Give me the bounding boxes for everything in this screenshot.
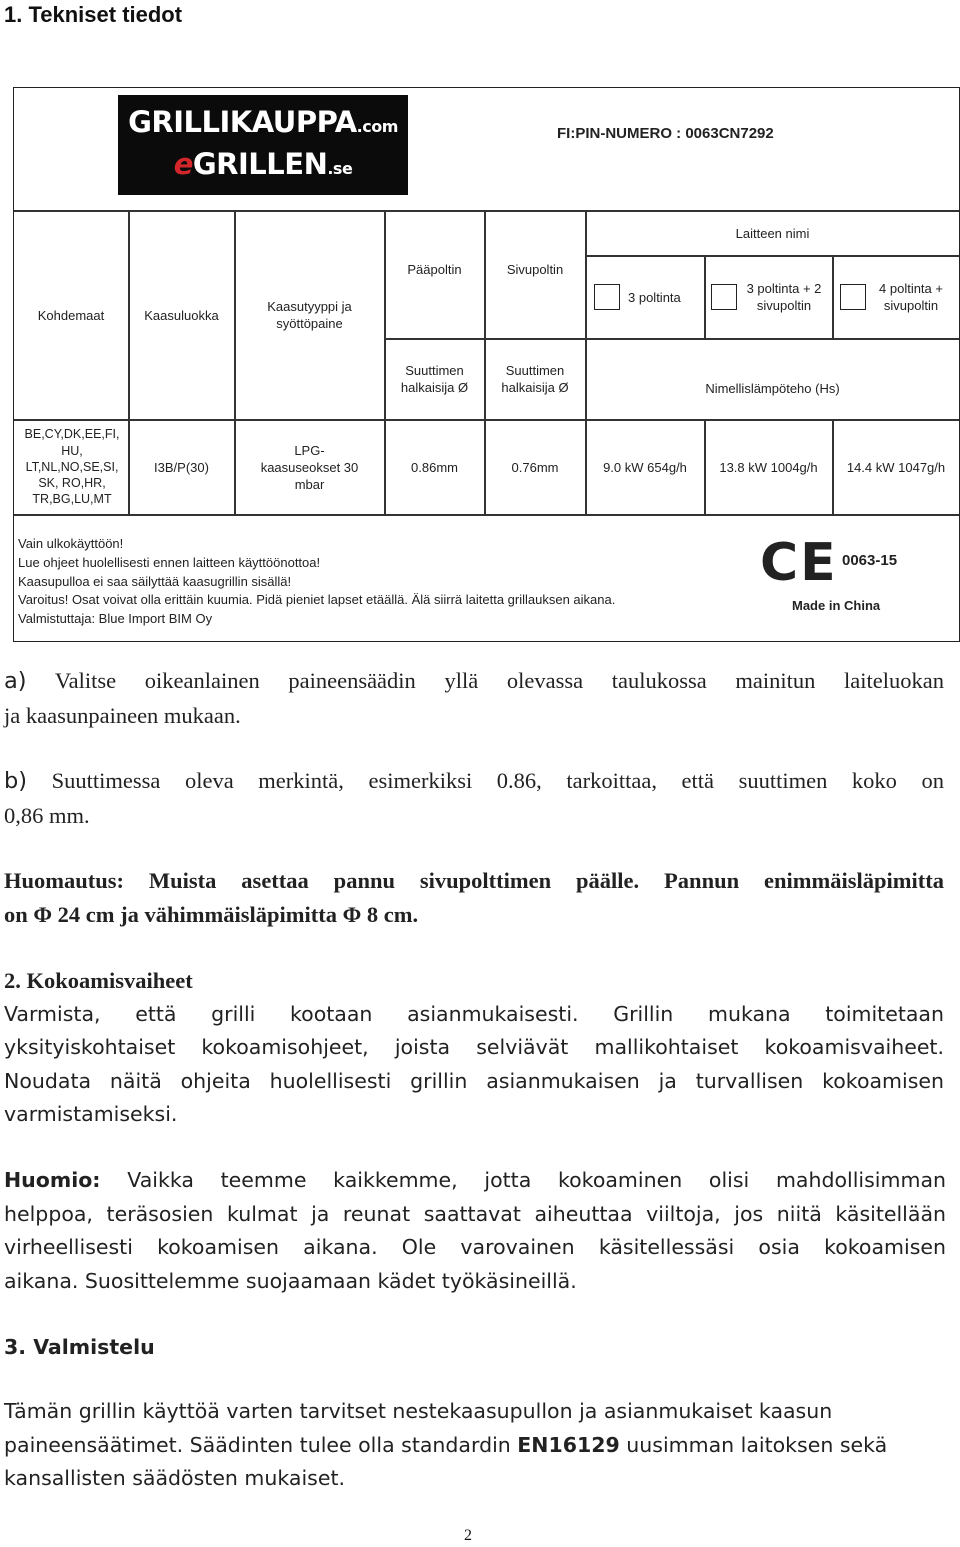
header-laitteen-nimi: Laitteen nimi [735, 225, 810, 241]
value-kaasuluokka: I3B/P(30) [154, 459, 209, 475]
section-3-heading-block [4, 1331, 946, 1365]
section-1-heading: 1. Tekniset tiedot [4, 2, 183, 27]
made-in-label: Made in China [792, 598, 881, 613]
huomautus-line1: Huomautus: Muista asettaa pannu sivupolttimen päälle. Pannun enimmäisläpimitta [4, 868, 944, 893]
section-3-heading: 3. Valmistelu [4, 1335, 155, 1359]
header-paapoltin: Pääpoltin [407, 262, 462, 277]
paragraph-b-line1: Suuttimessa oleva merkintä, esimerkiksi 0.86, tarkoittaa, että suuttimen koko on [51, 768, 944, 793]
section-3-line2-post: uusimman laitoksen sekä [619, 1432, 888, 1457]
checkbox-4-poltinta-sivupoltin[interactable] [840, 284, 866, 310]
section-2 [4, 964, 944, 1132]
section-2-line: yksityiskohtaiset kokoamisohjeet, joista selviävät mallikohtaiset kokoamisvaiheet. [4, 1035, 944, 1059]
value-kohdemaat: BE,CY,DK,EE,FI, HU, LT,NL,NO,SE,SI, SK, RO,HR, TR,BG,LU,MT [24, 427, 120, 507]
checkbox-3-poltinta[interactable] [594, 284, 620, 310]
option-3-poltinta-label: 3 poltinta [628, 289, 681, 305]
logo-line1: GRILLIKAUPPA [128, 105, 357, 139]
plate-note: Lue ohjeet huolellisesti ennen laitteen käyttöönottoa! [18, 554, 321, 570]
huomio-line: helppoa, teräsosien kulmat ja reunat saattavat aiheuttaa viiltoja, jos niitä käsitellään [4, 1201, 946, 1226]
huomio-line1: Vaikka teemme kaikkemme, jotta kokoaminen olisi mahdollisimman [127, 1168, 946, 1192]
paragraph-b-label: b) [4, 768, 28, 794]
option-3-poltinta-2-sivupoltin [705, 256, 832, 338]
section-2-line: varmistamiseksi. [4, 1102, 178, 1126]
value-paapoltin: 0.86mm [411, 459, 458, 475]
header-sivupoltin: Sivupoltin [506, 262, 564, 277]
plate-note: Valmistuttaja: Blue Import BIM Oy [18, 611, 213, 627]
logo-line2-e: e [173, 147, 193, 181]
value-kaasutyyppi: LPG-kaasuseokset 30 mbar [260, 442, 359, 492]
huomio-note [4, 1164, 946, 1298]
ce-mark: CE [760, 533, 838, 593]
huomio-line: aikana. Suosittelemme suojaamaan kädet työkäsineillä. [4, 1268, 577, 1293]
option-3-poltinta [586, 256, 704, 338]
checkbox-3-poltinta-2-sivupoltin[interactable] [711, 284, 737, 310]
header-suutin-paapoltin: Suuttimen halkaisija Ø [400, 363, 469, 395]
value-sivupoltin: 0.76mm [511, 459, 559, 475]
value-teho-1: 9.0 kW 654g/h [603, 459, 687, 475]
header-kaasuluokka: Kaasuluokka [144, 307, 219, 323]
option-3-poltinta-2-sivupoltin-label: 3 poltinta + 2 sivupoltin [746, 281, 822, 313]
header-kohdemaat: Kohdemaat [37, 307, 105, 323]
logo-line2: GRILLEN [192, 147, 328, 181]
section-3-line2-pre: paineensäätimet. Säädinten tulee olla standardin [4, 1432, 518, 1457]
header-suutin-sivupoltin: Suuttimen halkaisija Ø [501, 363, 569, 395]
paragraph-b [4, 764, 944, 832]
paragraph-a-line2: ja kaasunpaineen mukaan. [4, 702, 241, 728]
plate-note: Kaasupulloa ei saa säilyttää kaasugrillin sisällä! [18, 573, 292, 589]
pin-number: FI:PIN-NUMERO : 0063CN7292 [557, 125, 774, 142]
option-4-poltinta-sivupoltin-label: 4 poltinta + sivupoltin [879, 281, 943, 313]
section-2-heading: 2. Kokoamisvaiheet [4, 968, 193, 993]
value-teho-3: 14.4 kW 1047g/h [846, 459, 946, 475]
value-teho-2: 13.8 kW 1004g/h [719, 459, 818, 475]
grillikauppa-logo [118, 95, 408, 195]
ce-number: 0063-15 [842, 552, 898, 569]
section-3-line1: Tämän grillin käyttöä varten tarvitset nestekaasupullon ja asianmukaiset kaasun [4, 1399, 833, 1423]
plate-note: Vain ulkokäyttöön! [18, 536, 124, 551]
section-3 [4, 1395, 939, 1496]
huomio-line: virheellisesti kokoamisen aikana. Ole varovainen käsitellessäsi osia kokoamisen [4, 1235, 946, 1259]
paragraph-a [4, 664, 944, 732]
logo-line2-suffix: .se [327, 159, 353, 178]
plate-note: Varoitus! Osat voivat olla erittäin kuumia. Pidä pieniet lapset etäällä. Älä siirrä laitetta grillauksen aikana. [18, 592, 616, 608]
huomautus-line2: on Φ 24 cm ja vähimmäisläpimitta Φ 8 cm. [4, 901, 419, 927]
page-number: 2 [464, 1527, 472, 1544]
header-nimellisteho: Nimellislämpöteho (Hs) [705, 380, 840, 396]
paragraph-b-line2: 0,86 mm. [4, 802, 90, 828]
section-2-line: Noudata näitä ohjeita huolellisesti grillin asianmukaisen ja turvallisen kokoamisen [4, 1068, 944, 1093]
paragraph-a-label: a) [4, 668, 27, 694]
section-2-line: Varmista, että grilli kootaan asianmukaisesti. Grillin mukana toimitetaan [4, 1001, 944, 1026]
option-4-poltinta-sivupoltin [833, 256, 959, 338]
huomautus-note [4, 864, 944, 931]
huomio-label: Huomio: [4, 1168, 101, 1192]
paragraph-a-line1: Valitse oikeanlainen paineensäädin yllä olevassa taulukossa mainitun laiteluokan [54, 668, 944, 693]
rating-plate [13, 87, 960, 642]
logo-line1-suffix: .com [356, 117, 398, 136]
standard-code: EN16129 [517, 1432, 620, 1457]
section-3-line3: kansallisten säädösten mukaiset. [4, 1466, 346, 1490]
plate-notes [18, 535, 615, 629]
header-kaasutyyppi: Kaasutyyppi ja syöttöpaine [267, 299, 352, 331]
